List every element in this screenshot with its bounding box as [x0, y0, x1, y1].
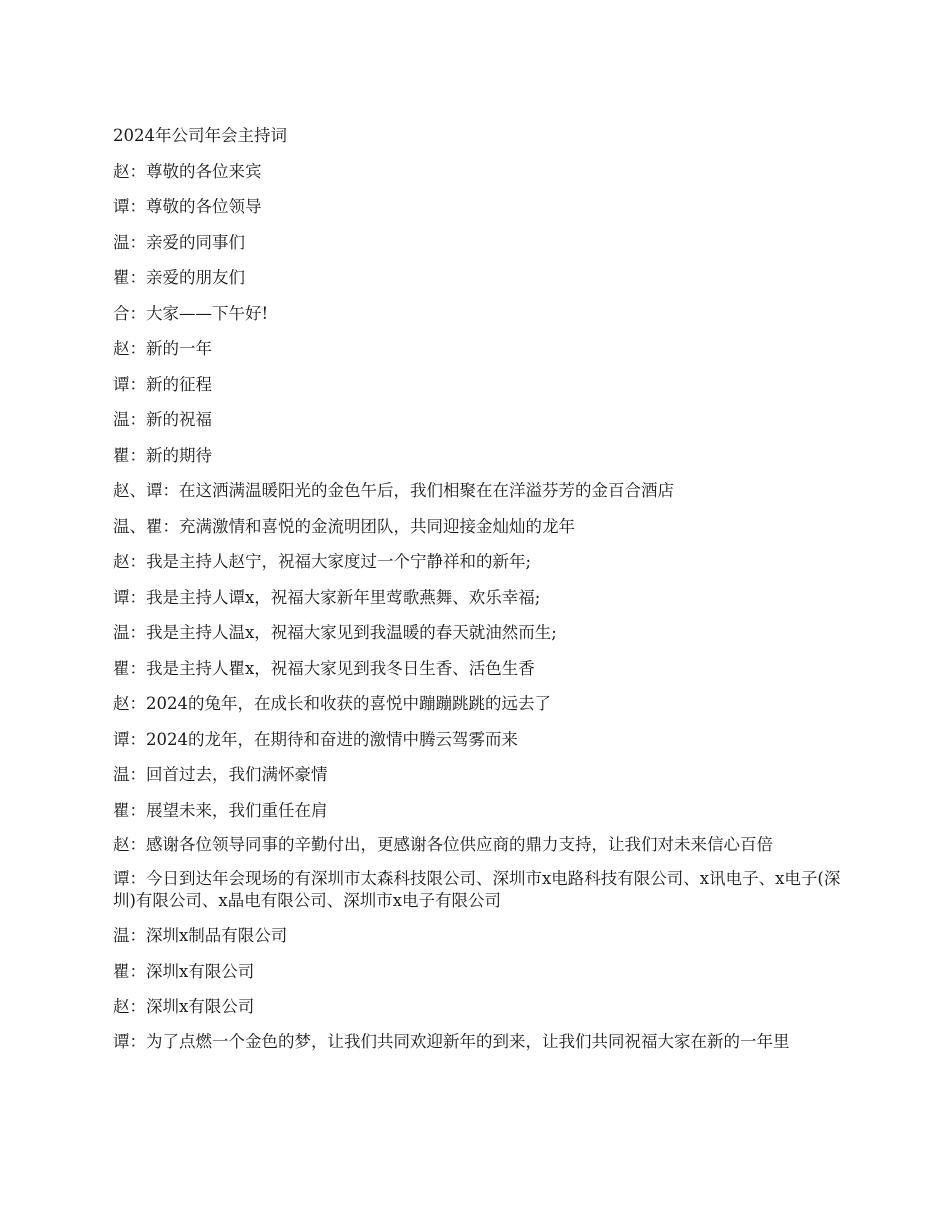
- script-line: 合：大家——下午好!: [113, 303, 269, 323]
- script-line: 瞿：新的期待: [113, 445, 212, 465]
- script-line: 温：新的祝福: [113, 410, 212, 429]
- script-line: 温：亲爱的同事们: [113, 232, 245, 252]
- script-line: 赵、谭：在这洒满温暖阳光的金色午后，我们相聚在在洋溢芬芳的金百合酒店: [113, 481, 674, 500]
- script-line: 赵：尊敬的各位来宾: [113, 161, 262, 181]
- script-line: 瞿：亲爱的朋友们: [113, 268, 245, 287]
- script-line: 赵：感谢各位领导同事的辛勤付出，更感谢各位供应商的鼎力支持，让我们对未来信心百倍: [113, 835, 773, 854]
- script-line: 温：回首过去，我们满怀豪情: [113, 765, 328, 784]
- document-body: [113, 124, 843, 1065]
- script-line: 谭：尊敬的各位领导: [113, 197, 262, 216]
- script-line: 温：我是主持人温x，祝福大家见到我温暖的春天就油然而生;: [113, 623, 557, 642]
- document-title: 2024年公司年会主持词: [113, 126, 287, 145]
- script-line: 谭：2024的龙年，在期待和奋进的激情中腾云驾雾而来: [113, 729, 518, 749]
- script-line: 瞿：我是主持人瞿x，祝福大家见到我冬日生香、活色生香: [113, 658, 535, 678]
- script-line: 谭：我是主持人谭x，祝福大家新年里莺歌燕舞、欢乐幸福;: [113, 587, 541, 607]
- script-line: 瞿：深圳x有限公司: [113, 961, 255, 981]
- script-line: 温：深圳x制品有限公司: [113, 926, 288, 945]
- script-line: 赵：2024的兔年，在成长和收获的喜悦中蹦蹦跳跳的远去了: [113, 694, 551, 713]
- script-line: 赵：我是主持人赵宁，祝福大家度过一个宁静祥和的新年;: [113, 552, 532, 571]
- script-line: 谭：新的征程: [113, 374, 212, 394]
- script-line: 谭：为了点燃一个金色的梦，让我们共同欢迎新年的到来，让我们共同祝福大家在新的一年里: [113, 1031, 790, 1051]
- script-line: 赵：深圳x有限公司: [113, 997, 255, 1016]
- script-line: 赵：新的一年: [113, 339, 212, 358]
- script-line: 谭：今日到达年会现场的有深圳市太森科技限公司、深圳市x电路科技有限公司、x讯电子、x电子(深圳)有限公司、x晶电有限公司、深圳市x电子有限公司: [113, 869, 841, 910]
- script-line: 温、瞿：充满激情和喜悦的金流明团队，共同迎接金灿灿的龙年: [113, 516, 575, 536]
- script-line: 瞿：展望未来，我们重任在肩: [113, 800, 328, 820]
